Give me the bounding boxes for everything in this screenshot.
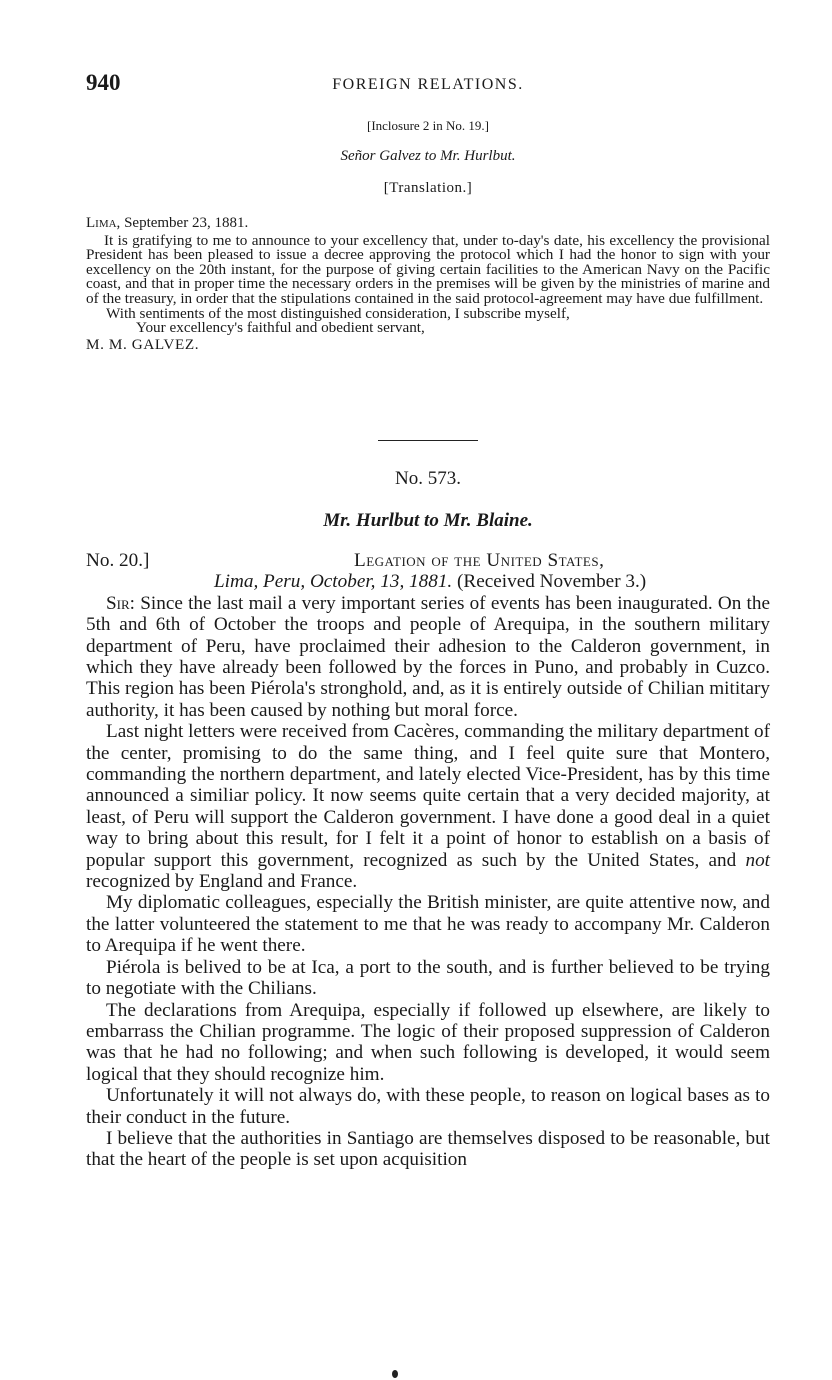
letter-closing: With sentiments of the most distinguished consideration, I subscribe myself, — [106, 304, 570, 322]
letter-signature: M. M. GALVEZ. — [86, 335, 200, 353]
inclosure-title: Señor Galvez to Mr. Hurlbut. — [340, 148, 516, 164]
legation-line: Legation of the United States, — [354, 550, 605, 571]
paragraph-4: Piérola is belived to be at Ica, a port to the south, and is further believed to be trying to negotiate with the Chilians. — [86, 956, 770, 1000]
paragraph-2-tail: recognized by England and France. — [86, 871, 358, 893]
dispatch-dateline — [86, 571, 770, 592]
paragraph-5: The declarations from Arequipa, especially if followed up elsewhere, are likely to embarrass the Chilian programme. The logic of their proposed suppression of Calderon was that he had no following; and when such following is developed, it would seem logical that they should recognize him. — [86, 999, 770, 1085]
dispatch-number: No. 20.] — [86, 550, 150, 571]
running-head: FOREIGN RELATIONS. — [332, 76, 524, 93]
paragraph-7: I believe that the authorities in Santiago are themselves disposed to be reasonable, but that the heart of the people is set upon acquisition — [86, 1127, 770, 1171]
document-number: No. 573. — [395, 468, 461, 489]
dispatch-body — [86, 550, 770, 1171]
salutation: Sir: — [106, 592, 136, 614]
paragraph-2-text: Last night letters were received from Cacères, commanding the military department of the center, promising to do the same thing, and I feel quite sure that Montero, commanding the northern department, and lately elected Vice-President, has by this time announced a similiar policy. It now seems quite certain that a very decided majority, at least, of Peru will support the Calderon government. I have done a good deal in a quiet way to bring about this result, for I felt it a point of honor to establish on a basis of popular support this government, recognized as such by the United States, and — [86, 721, 770, 871]
paragraph-1-text: Since the last mail a very important series of events has been inaugurated. On the 5th and 6th of October the troops and people of Arequipa, in the southern military department of Peru, have proclaimed their adhesion to the Calderon government, in which they have already been followed by the forces in Puno, and probably in Cuzco. This region has been Piérola's stronghold, and, as it is entirely outside of Chilian mititary authority, it has been caused by nothing but moral force. — [86, 592, 770, 721]
paragraph-2 — [86, 721, 770, 892]
dispatch-place-date: Lima, Peru, October, 13, 1881. — [214, 571, 453, 593]
paragraph-1 — [86, 593, 770, 721]
paragraph-6: Unfortunately it will not always do, with these people, to reason on logical bases as to their conduct in the future. — [86, 1085, 770, 1128]
dispatch-header-line — [86, 550, 770, 571]
section-divider — [378, 440, 478, 441]
letter-complimentary-close: Your excellency's faithful and obedient servant, — [136, 319, 425, 337]
letter-body: It is gratifying to me to announce to your excellency that, under to-day's date, his excellency the provisional President has been pleased to issue a decree approving the protocol which I had the honor to sign with your excellency on the 20th instant, for the purpose of giving certain facilities to the American Navy on the Pacific coast, and that in proper time the necessary orders in the premises will be given by the ministries of marine and of the treasury, in order that the stipulations contained in the said protocol-agreement may have due fulfillment. — [86, 231, 770, 307]
page-mark — [392, 1370, 398, 1378]
page-number: 940 — [86, 70, 121, 95]
letter-date — [86, 216, 770, 231]
paragraph-3: My diplomatic colleagues, especially the British minister, are quite attentive now, and the latter volunteered the statement to me that he was ready to accompany Mr. Calderon to Arequipa if he went there. — [86, 892, 770, 957]
document-heading: Mr. Hurlbut to Mr. Blaine. — [323, 510, 533, 531]
page-header — [86, 70, 770, 100]
inclosure-label: [Inclosure 2 in No. 19.] — [366, 118, 490, 133]
dispatch-received: (Received November 3.) — [452, 571, 647, 593]
translation-note: [Translation.] — [383, 180, 473, 196]
letter-date-rest: September 23, 1881. — [120, 215, 249, 231]
paragraph-2-emphasis: not — [745, 849, 770, 871]
inclosure-letter — [86, 216, 770, 352]
letter-date-place: Lima, — [86, 215, 121, 231]
